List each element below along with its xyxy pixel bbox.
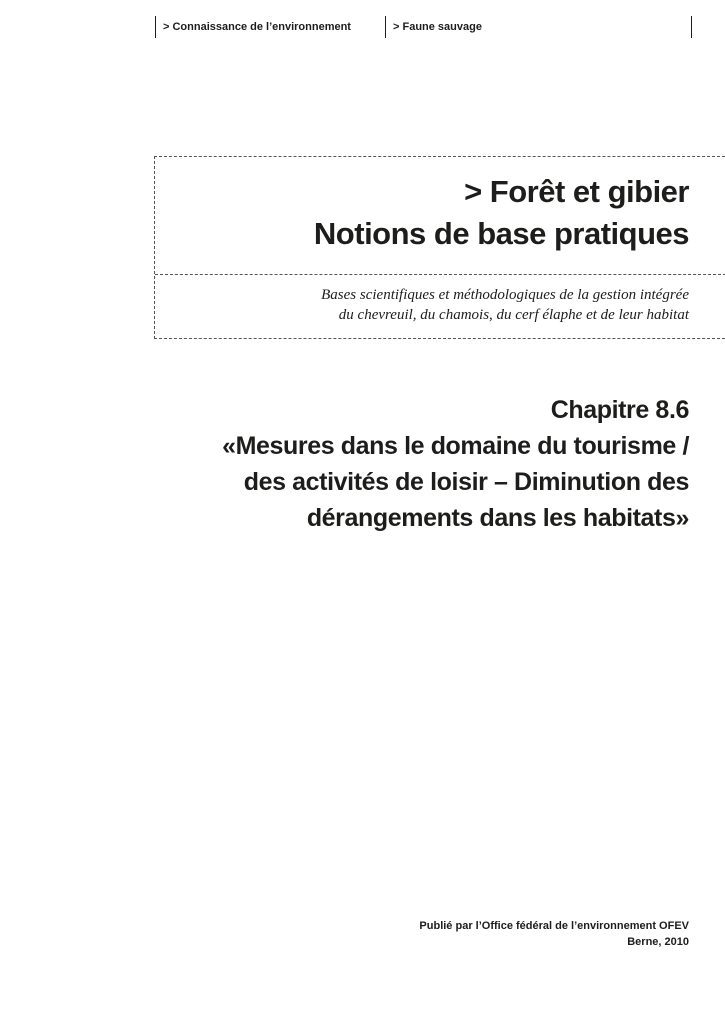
top-navigation xyxy=(0,16,725,38)
title-divider xyxy=(155,274,725,275)
chapter-number: Chapitre 8.6 xyxy=(550,396,689,424)
chapter-heading xyxy=(222,392,689,536)
chapter-title-line-3: dérangements dans les habitats» xyxy=(306,504,689,532)
main-title-line-1: > Forêt et gibier xyxy=(464,174,689,209)
nav-faune-sauvage[interactable]: > Faune sauvage xyxy=(385,16,482,38)
subtitle xyxy=(321,285,689,325)
nav-connaissance-environnement[interactable]: > Connaissance de l’environnement xyxy=(155,16,351,38)
publisher-info xyxy=(419,918,689,950)
main-title-line-2: Notions de base pratiques xyxy=(313,216,689,251)
nav-end-divider xyxy=(691,16,692,38)
title-box xyxy=(154,156,725,339)
chapter-title-line-1: «Mesures dans le domaine du tourisme / xyxy=(222,432,689,460)
subtitle-line-2: du chevreuil, du chamois, du cerf élaphe et de leur habitat xyxy=(338,307,689,323)
publisher-name: Publié par l’Office fédéral de l’environnement OFEV xyxy=(419,920,689,932)
publication-place-year: Berne, 2010 xyxy=(627,936,689,948)
chapter-title-line-2: des activités de loisir – Diminution des xyxy=(243,468,689,496)
subtitle-line-1: Bases scientifiques et méthodologiques de la gestion intégrée xyxy=(321,287,689,303)
main-title xyxy=(314,171,689,255)
